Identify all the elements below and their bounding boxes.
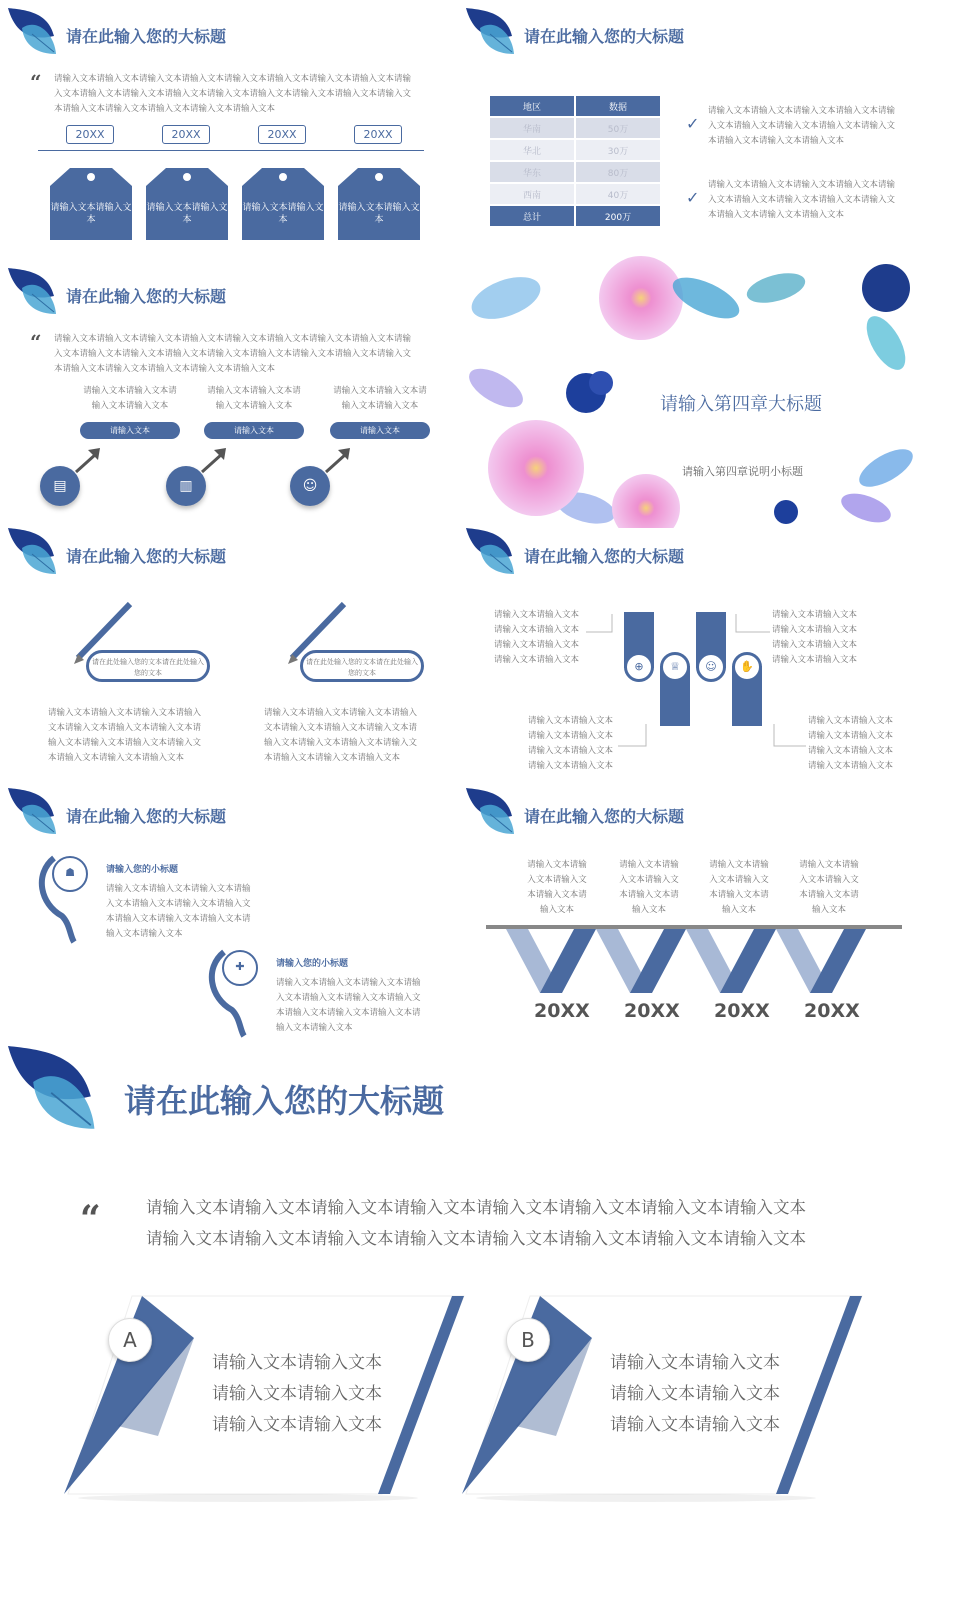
slide-7 <box>8 788 456 1040</box>
data-table <box>488 94 662 228</box>
info-card <box>338 168 420 240</box>
puzzle-icon: ✚ <box>222 950 258 986</box>
text-block: 请输入文本请输入文本请输入文本请输入文本请输入文本请输入文本请输入文本请输入文本 <box>494 610 580 665</box>
slide-4 <box>466 268 920 522</box>
item-text: 请输入文本请输入文本请输入文本请输入文本 <box>333 386 427 411</box>
year-tag: 20XX <box>354 125 402 144</box>
card-text: 请输入文本请输入文本 <box>50 203 132 225</box>
text-bubble: 请在此处输入您的文本请在此处输入您的文本 <box>86 650 210 682</box>
quote-text: 请输入文本请输入文本请输入文本请输入文本请输入文本请输入文本请输入文本请输入文本请输入文本请输入文本请输入文本请输入文本请输入文本请输入文本请输入文本请输入文本请输入文本请输入文本请输入文本请输入文本请输入文本请输入文本 <box>54 74 412 114</box>
table-header: 数据 <box>576 96 660 116</box>
table-cell: 西南 <box>490 184 574 204</box>
slide-9 <box>8 1046 920 1558</box>
card-shapes <box>8 1286 920 1526</box>
team-icon: ☺ <box>696 652 726 682</box>
item-text: 请输入文本请输入文本请输入文本请输入文本请输入文本请输入文本请输入文本请输入文本请输入文本请输入文本请输入文本请输入文本 <box>106 884 251 939</box>
year-label: 20XX <box>534 1000 590 1022</box>
quote-icon: “ <box>80 1198 101 1240</box>
text-bubble: 请在此处输入您的文本请在此处输入您的文本 <box>300 650 424 682</box>
text-block: 请输入文本请输入文本请输入文本请输入文本请输入文本请输入文本请输入文本请输入文本 <box>528 716 614 771</box>
connector-lines <box>466 528 920 780</box>
globe-icon: ⊕ <box>624 652 654 682</box>
slide-1 <box>8 8 456 260</box>
column-text: 请输入文本请输入文本请输入文本请输入文本请输入文本 <box>799 860 859 915</box>
item-heading: 请输入您的小标题 <box>106 865 179 875</box>
slide-title: 请在此输入您的大标题 <box>66 287 227 306</box>
flower-icon <box>8 8 58 58</box>
year-label: 20XX <box>714 1000 770 1022</box>
card-line: 请输入文本请输入文本 <box>212 1353 382 1373</box>
body-text: 请输入文本请输入文本请输入文本请输入文本请输入文本请输入文本请输入文本请输入文本请输入文本请输入文本请输入文本请输入文本请输入文本请输入文本 <box>264 708 418 763</box>
quote-line: 请输入文本请输入文本请输入文本请输入文本请输入文本请输入文本请输入文本请输入文本 <box>146 1198 806 1217</box>
text-block: 请输入文本请输入文本请输入文本请输入文本请输入文本请输入文本请输入文本请输入文本 <box>772 610 858 665</box>
money-icon: ▤ <box>40 466 80 506</box>
flower-icon <box>466 8 516 58</box>
quote-icon: “ <box>30 330 42 354</box>
year-label: 20XX <box>804 1000 860 1022</box>
team-icon: ☺ <box>290 466 330 506</box>
card-line: 请输入文本请输入文本 <box>610 1353 780 1373</box>
check-text: 请输入文本请输入文本请输入文本请输入文本请输入文本请输入文本请输入文本请输入文本请输入文本请输入文本请输入文本请输入文本 <box>708 106 896 146</box>
check-text: 请输入文本请输入文本请输入文本请输入文本请输入文本请输入文本请输入文本请输入文本请输入文本请输入文本请输入文本请输入文本 <box>708 180 896 220</box>
arrow-icon <box>324 446 354 476</box>
year-tag: 20XX <box>66 125 114 144</box>
slide-title: 请在此输入您的大标题 <box>124 1082 445 1120</box>
card-text: 请输入文本请输入文本 <box>146 203 228 225</box>
zigzag-decoration <box>466 929 920 1009</box>
slide-6 <box>466 528 920 780</box>
year-tag: 20XX <box>162 125 210 144</box>
trophy-icon: ♕ <box>660 652 690 682</box>
card-line: 请输入文本请输入文本 <box>212 1384 382 1404</box>
card-letter: B <box>506 1318 550 1362</box>
slide-title: 请在此输入您的大标题 <box>524 807 685 826</box>
table-footer: 200万 <box>576 206 660 226</box>
info-card <box>242 168 324 240</box>
table-cell: 50万 <box>576 118 660 138</box>
slide-title: 请在此输入您的大标题 <box>524 27 685 46</box>
table-cell: 80万 <box>576 162 660 182</box>
slide-title: 请在此输入您的大标题 <box>66 547 227 566</box>
table-cell: 华东 <box>490 162 574 182</box>
chapter-subtitle: 请输入第四章说明小标题 <box>682 465 803 478</box>
card-line: 请输入文本请输入文本 <box>610 1415 780 1435</box>
flower-icon <box>8 1046 98 1136</box>
info-card <box>50 168 132 240</box>
chart-icon: ▥ <box>166 466 206 506</box>
year-tag: 20XX <box>258 125 306 144</box>
column-text: 请输入文本请输入文本请输入文本请输入文本请输入文本 <box>527 860 587 915</box>
table-cell: 华北 <box>490 140 574 160</box>
item-pill: 请输入文本 <box>80 422 180 439</box>
card-line: 请输入文本请输入文本 <box>610 1384 780 1404</box>
card-text: 请输入文本请输入文本 <box>338 203 420 225</box>
item-text: 请输入文本请输入文本请输入文本请输入文本 <box>83 386 177 411</box>
slide-5 <box>8 528 456 780</box>
quote-line: 请输入文本请输入文本请输入文本请输入文本请输入文本请输入文本请输入文本请输入文本 <box>146 1229 806 1248</box>
year-label: 20XX <box>624 1000 680 1022</box>
slide-title: 请在此输入您的大标题 <box>66 807 227 826</box>
arrow-icon <box>74 446 104 476</box>
slide-3 <box>8 268 456 522</box>
table-cell: 40万 <box>576 184 660 204</box>
check-icon: ✓ <box>686 188 700 207</box>
presenter-icon: ☗ <box>52 856 88 892</box>
slide-2 <box>466 8 920 260</box>
card-text: 请输入文本请输入文本 <box>242 203 324 225</box>
flower-icon <box>8 528 58 578</box>
timeline-line <box>38 150 424 151</box>
table-cell: 30万 <box>576 140 660 160</box>
chapter-title: 请输入第四章大标题 <box>660 394 822 415</box>
text-block: 请输入文本请输入文本请输入文本请输入文本请输入文本请输入文本请输入文本请输入文本 <box>808 716 894 771</box>
column-text: 请输入文本请输入文本请输入文本请输入文本请输入文本 <box>619 860 679 915</box>
item-text: 请输入文本请输入文本请输入文本请输入文本请输入文本请输入文本请输入文本请输入文本请输入文本请输入文本请输入文本请输入文本 <box>276 978 421 1033</box>
card-line: 请输入文本请输入文本 <box>212 1415 382 1435</box>
slide-8 <box>466 788 920 1040</box>
card-letter: A <box>108 1318 152 1362</box>
arrow-icon <box>200 446 230 476</box>
item-text: 请输入文本请输入文本请输入文本请输入文本 <box>207 386 301 411</box>
flower-icon <box>466 788 516 838</box>
item-pill: 请输入文本 <box>330 422 430 439</box>
check-icon: ✓ <box>686 114 700 133</box>
slide-title: 请在此输入您的大标题 <box>524 547 685 566</box>
flower-icon <box>8 788 58 838</box>
info-card <box>146 168 228 240</box>
item-heading: 请输入您的小标题 <box>276 959 349 969</box>
slide-title: 请在此输入您的大标题 <box>66 27 227 46</box>
quote-icon: “ <box>30 70 42 94</box>
table-cell: 华南 <box>490 118 574 138</box>
table-header: 地区 <box>490 96 574 116</box>
flower-icon <box>8 268 58 318</box>
body-text: 请输入文本请输入文本请输入文本请输入文本请输入文本请输入文本请输入文本请输入文本请输入文本请输入文本请输入文本请输入文本请输入文本请输入文本 <box>48 708 202 763</box>
column-text: 请输入文本请输入文本请输入文本请输入文本请输入文本 <box>709 860 769 915</box>
quote-text: 请输入文本请输入文本请输入文本请输入文本请输入文本请输入文本请输入文本请输入文本请输入文本请输入文本请输入文本请输入文本请输入文本请输入文本请输入文本请输入文本请输入文本请输入文本请输入文本请输入文本请输入文本请输入文本 <box>54 334 412 374</box>
table-footer: 总计 <box>490 206 574 226</box>
item-pill: 请输入文本 <box>204 422 304 439</box>
hand-icon: ✋ <box>732 652 762 682</box>
